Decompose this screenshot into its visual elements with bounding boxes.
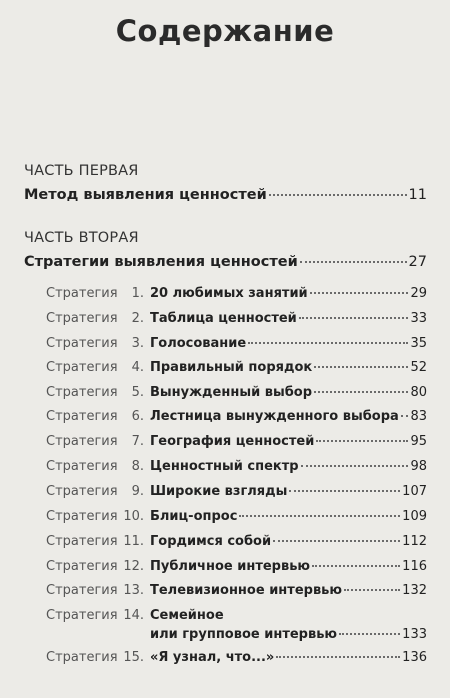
page-number: 112: [402, 534, 427, 549]
strategy-label: Стратегия: [46, 650, 118, 665]
strategy-label: Стратегия: [46, 311, 118, 326]
dot-leader: [299, 317, 409, 319]
strategy-label: Стратегия: [46, 360, 118, 375]
strategy-title: Публичное интервью: [150, 559, 311, 574]
strategy-number: 14.: [123, 608, 144, 623]
strategy-title: Вынужденный выбор: [150, 385, 313, 400]
strategy-title: Гордимся собой: [150, 534, 272, 549]
part-label-2: ЧАСТЬ ВТОРАЯ: [24, 230, 139, 246]
dot-leader: [239, 515, 400, 517]
strategy-entry[interactable]: [46, 336, 427, 354]
strategy-title: Голосование: [150, 336, 247, 351]
strategy-entry[interactable]: [46, 459, 427, 477]
dot-leader: [401, 415, 409, 417]
strategy-title: Лестница вынужденного выбора: [150, 409, 399, 424]
page-number: 29: [410, 286, 427, 301]
part-entry-1[interactable]: [24, 187, 427, 207]
strategy-number: 8.: [131, 459, 144, 474]
strategy-entry[interactable]: [46, 509, 427, 527]
strategy-label: Стратегия: [46, 484, 118, 499]
dot-leader: [344, 589, 400, 591]
dot-leader: [314, 391, 408, 393]
dot-leader: [339, 633, 400, 635]
strategy-number: 7.: [131, 434, 144, 449]
dot-leader: [300, 261, 407, 263]
page-number: 80: [410, 385, 427, 400]
strategy-entry[interactable]: [46, 385, 427, 403]
dot-leader: [276, 656, 400, 658]
strategy-number: 3.: [131, 336, 144, 351]
strategy-title: «Я узнал, что...»: [150, 650, 275, 665]
part-title: Метод выявления ценностей: [24, 187, 267, 203]
strategy-number: 6.: [131, 409, 144, 424]
dot-leader: [248, 342, 408, 344]
dot-leader: [273, 540, 400, 542]
strategy-title: 20 любимых занятий: [150, 286, 308, 301]
page-number: 132: [402, 583, 427, 598]
page-number: 136: [402, 650, 427, 665]
strategy-label: Стратегия: [46, 459, 118, 474]
strategy-title: Телевизионное интервью: [150, 583, 343, 598]
strategy-label: Стратегия: [46, 336, 118, 351]
strategy-title: Широкие взгляды: [150, 484, 288, 499]
strategy-entry[interactable]: [46, 360, 427, 378]
strategy-entry[interactable]: [46, 409, 427, 427]
strategy-entry[interactable]: [46, 583, 427, 601]
strategy-label: Стратегия: [46, 385, 118, 400]
strategy-title: Блиц-опрос: [150, 509, 238, 524]
strategy-number: 9.: [131, 484, 144, 499]
strategy-number: 11.: [123, 534, 144, 549]
strategy-number: 1.: [131, 286, 144, 301]
page-number: 109: [402, 509, 427, 524]
strategy-entry[interactable]: [46, 484, 427, 502]
strategy-entry[interactable]: [46, 559, 427, 577]
page-number: 33: [410, 311, 427, 326]
strategy-number: 4.: [131, 360, 144, 375]
strategy-number: 15.: [123, 650, 144, 665]
strategy-label: Стратегия: [46, 534, 118, 549]
page-title: Содержание: [115, 14, 335, 48]
dot-leader: [301, 465, 409, 467]
strategy-title: Правильный порядок: [150, 360, 313, 375]
strategy-label: Стратегия: [46, 608, 118, 623]
page-number: 116: [402, 559, 427, 574]
strategy-label: Стратегия: [46, 583, 118, 598]
dot-leader: [312, 565, 400, 567]
strategy-number: 5.: [131, 385, 144, 400]
page-number: 98: [410, 459, 427, 474]
dot-leader: [310, 292, 409, 294]
dot-leader: [314, 366, 408, 368]
strategy-label: Стратегия: [46, 286, 118, 301]
strategy-entry[interactable]: [46, 534, 427, 552]
strategy-entry[interactable]: [46, 311, 427, 329]
strategy-title: Ценностный спектр: [150, 459, 299, 474]
strategy-label: Стратегия: [46, 559, 118, 574]
page-number: 11: [408, 187, 427, 203]
strategy-title-line2: или групповое интервью: [150, 627, 338, 642]
strategy-label: Стратегия: [46, 434, 118, 449]
part-title: Стратегии выявления ценностей: [24, 254, 298, 270]
page-number: 95: [410, 434, 427, 449]
dot-leader: [269, 194, 407, 196]
strategy-number: 12.: [123, 559, 144, 574]
strategy-entry[interactable]: [46, 434, 427, 452]
dot-leader: [289, 490, 400, 492]
strategy-title: География ценностей: [150, 434, 315, 449]
page-number: 107: [402, 484, 427, 499]
page-number: 52: [410, 360, 427, 375]
strategy-number: 2.: [131, 311, 144, 326]
page-number: 27: [408, 254, 427, 270]
strategy-label: Стратегия: [46, 509, 118, 524]
dot-leader: [316, 440, 408, 442]
page-number: 35: [410, 336, 427, 351]
part-label-1: ЧАСТЬ ПЕРВАЯ: [24, 163, 139, 179]
strategy-entry[interactable]: [46, 608, 427, 648]
strategy-number: 10.: [123, 509, 144, 524]
strategy-title: Семейное: [150, 608, 224, 623]
page-number: 133: [402, 627, 427, 642]
strategy-entry[interactable]: [46, 650, 427, 668]
strategy-title: Таблица ценностей: [150, 311, 297, 326]
strategy-label: Стратегия: [46, 409, 118, 424]
page-number: 83: [410, 409, 427, 424]
part-entry-2[interactable]: [24, 254, 427, 274]
strategy-entry[interactable]: [46, 286, 427, 304]
strategy-number: 13.: [123, 583, 144, 598]
